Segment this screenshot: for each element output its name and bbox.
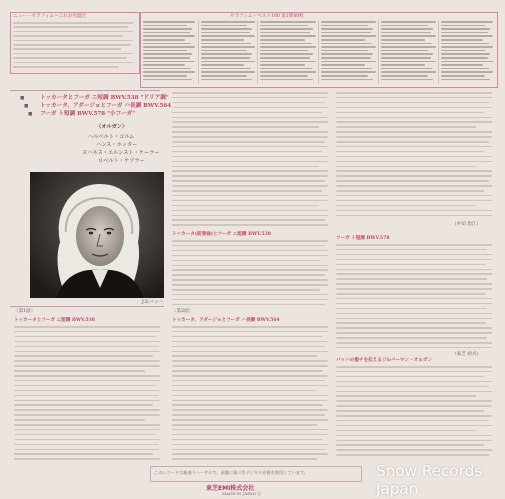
- text-line: [336, 386, 489, 388]
- text-line: [172, 380, 325, 382]
- text-line: [336, 97, 492, 99]
- text-line: [14, 449, 160, 451]
- text-line: [143, 39, 185, 41]
- text-line: [336, 195, 492, 197]
- right-section-heading-1: フーガ ト短調 BWV.578: [336, 236, 390, 241]
- text-line: [381, 64, 425, 66]
- text-line: [336, 435, 492, 437]
- text-line: [336, 215, 492, 217]
- text-line: [381, 35, 436, 37]
- text-line: [14, 404, 153, 406]
- text-line: [381, 71, 436, 73]
- text-line: [201, 57, 250, 59]
- text-line: [321, 53, 373, 55]
- text-line: [172, 97, 328, 99]
- text-line: [143, 43, 191, 45]
- text-line: [336, 347, 492, 349]
- text-line: [336, 180, 489, 182]
- text-line: [336, 200, 492, 202]
- made-in-label: MADE IN JAPAN ⓐ: [222, 491, 262, 496]
- text-line: [441, 46, 493, 48]
- text-line: [172, 444, 328, 446]
- catalogue-divider-1: [198, 20, 199, 84]
- text-line: [172, 161, 328, 163]
- text-line: [321, 43, 372, 45]
- right-author: （東芝 初夫）: [452, 352, 482, 357]
- text-line: [336, 112, 484, 114]
- text-line: [336, 332, 492, 334]
- program-bullet-1: ■: [20, 96, 25, 101]
- text-line: [260, 35, 316, 37]
- text-line: [336, 337, 487, 339]
- text-line: [336, 440, 492, 442]
- text-line: [201, 28, 252, 30]
- text-line: [172, 180, 325, 182]
- text-line: [321, 64, 365, 66]
- left-section-heading: トッカータとフーガ ニ短調 BWV.538: [14, 318, 95, 323]
- text-line: [14, 453, 153, 455]
- text-line: [172, 390, 317, 392]
- text-line: [381, 43, 432, 45]
- text-line: [441, 39, 483, 41]
- left-column-rule: [10, 306, 164, 307]
- program-top-rule: [10, 90, 160, 91]
- text-line: [14, 458, 160, 460]
- text-line: [260, 75, 308, 77]
- text-line: [14, 439, 160, 441]
- program-bullet-3: ■: [28, 112, 33, 117]
- text-line: [336, 273, 492, 275]
- text-line: [260, 43, 312, 45]
- text-line: [201, 43, 251, 45]
- text-line: [321, 75, 368, 77]
- text-line: [260, 53, 313, 55]
- text-line: [172, 146, 328, 148]
- performer-1: ヘルベルト・コルム: [88, 134, 135, 140]
- text-line: [381, 53, 433, 55]
- text-line: [172, 102, 325, 104]
- text-line: [172, 255, 328, 257]
- text-line: [172, 240, 328, 242]
- text-line: [336, 381, 492, 383]
- text-line: [172, 370, 323, 372]
- text-line: [13, 40, 133, 42]
- text-line: [336, 400, 492, 402]
- text-line: [14, 346, 159, 348]
- text-line: [336, 146, 492, 148]
- program-track-2: トッカータ、アダージョとフーガ ハ長調 BWV.564: [40, 103, 172, 109]
- text-line: [336, 410, 484, 412]
- side-b-label: 〈第2面〉: [172, 309, 194, 314]
- program-track-3: フーガ ト短調 BWV.578 "小フーガ": [40, 111, 136, 117]
- right-signature: （中司 治江）: [452, 222, 482, 227]
- text-line: [172, 458, 317, 460]
- text-line: [172, 215, 328, 217]
- text-line: [336, 430, 476, 432]
- performer-3: ヨハネス・エルンスト・ケーラー: [82, 150, 160, 156]
- text-line: [143, 53, 192, 55]
- text-line: [336, 254, 492, 256]
- text-line: [13, 57, 127, 59]
- text-line: [260, 28, 313, 30]
- text-line: [172, 404, 323, 406]
- text-line: [336, 244, 492, 246]
- text-line: [14, 424, 160, 426]
- text-line: [13, 48, 121, 50]
- catalogue-divider-3: [318, 20, 319, 84]
- text-line: [172, 365, 328, 367]
- text-line: [172, 414, 325, 416]
- text-line: [14, 331, 160, 333]
- text-line: [143, 46, 195, 48]
- text-line: [381, 28, 433, 30]
- text-line: [321, 71, 376, 73]
- bach-portrait-image: [30, 172, 164, 298]
- text-line: [336, 117, 492, 119]
- text-line: [336, 322, 486, 324]
- text-line: [336, 249, 487, 251]
- text-line: [336, 395, 476, 397]
- text-line: [260, 39, 305, 41]
- text-line: [381, 25, 428, 27]
- text-line: [381, 39, 425, 41]
- text-line: [13, 44, 131, 46]
- text-line: [172, 274, 325, 276]
- text-line: [172, 289, 320, 291]
- text-line: [336, 131, 492, 133]
- text-line: [336, 185, 492, 187]
- text-line: [13, 22, 133, 24]
- text-line: [14, 444, 159, 446]
- text-line: [172, 107, 328, 109]
- text-line: [321, 28, 373, 30]
- text-line: [14, 341, 160, 343]
- text-line: [336, 190, 484, 192]
- text-line: [441, 21, 493, 23]
- text-line: [172, 351, 328, 353]
- text-line: [336, 92, 492, 94]
- text-line: [201, 35, 255, 37]
- text-line: [172, 117, 328, 119]
- text-line: [172, 250, 328, 252]
- text-line: [14, 370, 145, 372]
- text-line: [381, 75, 428, 77]
- text-line: [143, 21, 195, 23]
- text-line: [14, 375, 160, 377]
- text-line: [172, 341, 328, 343]
- text-line: [14, 400, 160, 402]
- text-line: [143, 71, 195, 73]
- text-line: [14, 414, 160, 416]
- text-line: [381, 79, 433, 81]
- text-line: [172, 190, 322, 192]
- text-line: [381, 61, 436, 63]
- text-line: [172, 346, 325, 348]
- text-line: [336, 151, 484, 153]
- text-line: [172, 336, 323, 338]
- text-line: [336, 166, 476, 168]
- text-line: [172, 219, 325, 221]
- catalogue-divider-5: [438, 20, 439, 84]
- text-line: [201, 79, 252, 81]
- organ-label: 〈オルガン〉: [96, 124, 128, 130]
- text-line: [321, 57, 371, 59]
- text-line: [336, 288, 492, 290]
- text-line: [172, 210, 328, 212]
- text-line: [336, 342, 492, 344]
- text-line: [14, 360, 160, 362]
- text-line: [172, 395, 328, 397]
- text-line: [143, 61, 195, 63]
- middle-section-heading-1: トッカータ(前奏曲)とフーガ ニ短調 BWV.538: [172, 232, 272, 237]
- text-line: [14, 355, 153, 357]
- text-line: [336, 293, 486, 295]
- text-line: [336, 210, 492, 212]
- text-line: [172, 434, 328, 436]
- text-line: [172, 409, 328, 411]
- performer-4: ロベルト・ケブラー: [98, 158, 145, 164]
- text-line: [143, 35, 195, 37]
- text-line: [201, 46, 255, 48]
- text-line: [172, 449, 325, 451]
- company-logo: 東芝EMI株式会社: [206, 485, 255, 492]
- catalogue-divider-4: [378, 20, 379, 84]
- text-line: [172, 260, 320, 262]
- text-line: [172, 429, 328, 431]
- footer-notice: このレコードは新曲リハーサルで、原盤に基づきデジタル音源を使用しています。: [154, 470, 308, 475]
- text-line: [441, 79, 490, 81]
- text-line: [172, 439, 323, 441]
- text-line: [336, 449, 492, 451]
- text-line: [14, 434, 156, 436]
- text-line: [172, 92, 328, 94]
- text-line: [172, 151, 322, 153]
- text-line: [441, 75, 485, 77]
- text-line: [172, 279, 328, 281]
- text-line: [14, 390, 160, 392]
- text-line: [336, 420, 489, 422]
- text-line: [172, 141, 325, 143]
- text-line: [260, 25, 308, 27]
- text-line: [336, 425, 492, 427]
- text-line: [441, 61, 493, 63]
- text-line: [441, 35, 493, 37]
- text-line: [172, 265, 328, 267]
- text-line: [201, 61, 255, 63]
- text-line: [336, 121, 492, 123]
- text-line: [143, 57, 190, 59]
- text-line: [172, 200, 328, 202]
- text-line: [201, 21, 255, 23]
- text-line: [172, 355, 317, 357]
- top-left-title: ニュー・セラフィム〜これが名盤だ: [13, 14, 87, 19]
- text-line: [336, 327, 492, 329]
- text-line: [336, 303, 492, 305]
- side-a-label: 〈第1面〉: [14, 309, 36, 314]
- text-line: [172, 331, 328, 333]
- text-line: [336, 318, 492, 320]
- text-line: [336, 278, 487, 280]
- catalogue-title: セラフィム・ベスト100 第1期80枚: [230, 14, 304, 19]
- text-line: [336, 454, 489, 456]
- text-line: [336, 308, 487, 310]
- text-line: [336, 259, 492, 261]
- text-line: [14, 380, 160, 382]
- text-line: [14, 395, 159, 397]
- text-line: [441, 64, 483, 66]
- text-line: [14, 385, 156, 387]
- text-line: [441, 71, 493, 73]
- text-line: [13, 62, 133, 64]
- text-line: [336, 264, 486, 266]
- text-line: [336, 391, 492, 393]
- text-line: [336, 298, 492, 300]
- text-line: [336, 141, 489, 143]
- text-line: [336, 205, 476, 207]
- text-line: [201, 53, 252, 55]
- text-line: [143, 79, 192, 81]
- text-line: [336, 283, 492, 285]
- text-line: [172, 205, 319, 207]
- text-line: [201, 71, 255, 73]
- watermark: Snow Records Japan: [376, 462, 482, 498]
- text-line: [260, 61, 316, 63]
- text-line: [336, 136, 492, 138]
- text-line: [336, 156, 492, 158]
- text-line: [441, 57, 488, 59]
- text-line: [336, 313, 492, 315]
- text-line: [14, 429, 160, 431]
- program-track-1: トッカータとフーガ ニ短調 BWV.538 "ドリア調": [40, 95, 169, 101]
- text-line: [441, 53, 490, 55]
- text-line: [260, 71, 316, 73]
- text-line: [321, 61, 376, 63]
- text-line: [143, 64, 185, 66]
- text-line: [441, 28, 490, 30]
- text-line: [381, 57, 431, 59]
- text-line: [172, 304, 325, 306]
- text-line: [172, 156, 328, 158]
- text-line: [13, 35, 123, 37]
- text-line: [321, 39, 365, 41]
- text-line: [336, 107, 492, 109]
- text-line: [336, 444, 484, 446]
- text-line: [14, 336, 156, 338]
- text-line: [143, 28, 192, 30]
- text-line: [336, 415, 492, 417]
- text-line: [441, 25, 485, 27]
- text-line: [336, 102, 489, 104]
- text-line: [143, 75, 187, 77]
- text-line: [172, 185, 328, 187]
- text-line: [441, 43, 489, 45]
- text-line: [381, 46, 436, 48]
- text-line: [172, 453, 328, 455]
- text-line: [336, 170, 492, 172]
- text-line: [172, 360, 328, 362]
- text-line: [321, 79, 373, 81]
- text-line: [172, 224, 328, 226]
- text-line: [321, 21, 376, 23]
- text-line: [172, 175, 328, 177]
- text-line: [172, 400, 328, 402]
- text-line: [13, 66, 119, 68]
- text-line: [172, 126, 319, 128]
- text-line: [14, 365, 160, 367]
- text-line: [172, 245, 325, 247]
- text-line: [172, 112, 322, 114]
- text-line: [172, 131, 328, 133]
- text-line: [321, 46, 376, 48]
- text-line: [172, 419, 328, 421]
- performer-2: ハンス・ホッター: [96, 142, 138, 148]
- catalogue-divider-2: [257, 20, 258, 84]
- text-line: [13, 26, 128, 28]
- text-line: [172, 424, 317, 426]
- text-line: [172, 121, 328, 123]
- text-line: [14, 419, 145, 421]
- text-line: [336, 366, 492, 368]
- text-line: [172, 294, 328, 296]
- text-line: [381, 21, 436, 23]
- text-line: [260, 64, 305, 66]
- text-line: [260, 57, 310, 59]
- text-line: [172, 284, 328, 286]
- text-line: [14, 326, 160, 328]
- text-line: [172, 195, 328, 197]
- text-line: [336, 175, 492, 177]
- text-line: [260, 21, 316, 23]
- text-line: [321, 25, 368, 27]
- text-line: [201, 39, 244, 41]
- text-line: [336, 161, 492, 163]
- text-line: [143, 25, 187, 27]
- text-line: [336, 376, 484, 378]
- text-line: [336, 371, 492, 373]
- text-line: [172, 269, 328, 271]
- text-line: [172, 299, 328, 301]
- middle-section-heading-2: トッカータ、アダージョとフーガ ハ長調 BWV.564: [172, 318, 280, 323]
- program-bullet-2: ■: [24, 104, 29, 109]
- text-line: [172, 375, 328, 377]
- text-line: [321, 35, 376, 37]
- text-line: [336, 405, 492, 407]
- text-line: [172, 326, 328, 328]
- text-line: [172, 166, 319, 168]
- bach-portrait: [30, 172, 164, 298]
- text-line: [336, 126, 476, 128]
- text-line: [172, 170, 328, 172]
- text-line: [14, 351, 160, 353]
- text-line: [260, 46, 316, 48]
- text-line: [14, 409, 160, 411]
- text-line: [201, 75, 247, 77]
- text-line: [172, 136, 328, 138]
- text-line: [260, 79, 313, 81]
- text-line: [336, 269, 492, 271]
- text-line: [172, 385, 328, 387]
- photo-credit: J.S.バッハ: [142, 300, 164, 305]
- right-section-heading-2: バッハの聖チを伝えるジルバーマン・オルガン: [336, 358, 433, 363]
- text-line: [201, 64, 244, 66]
- text-line: [201, 25, 247, 27]
